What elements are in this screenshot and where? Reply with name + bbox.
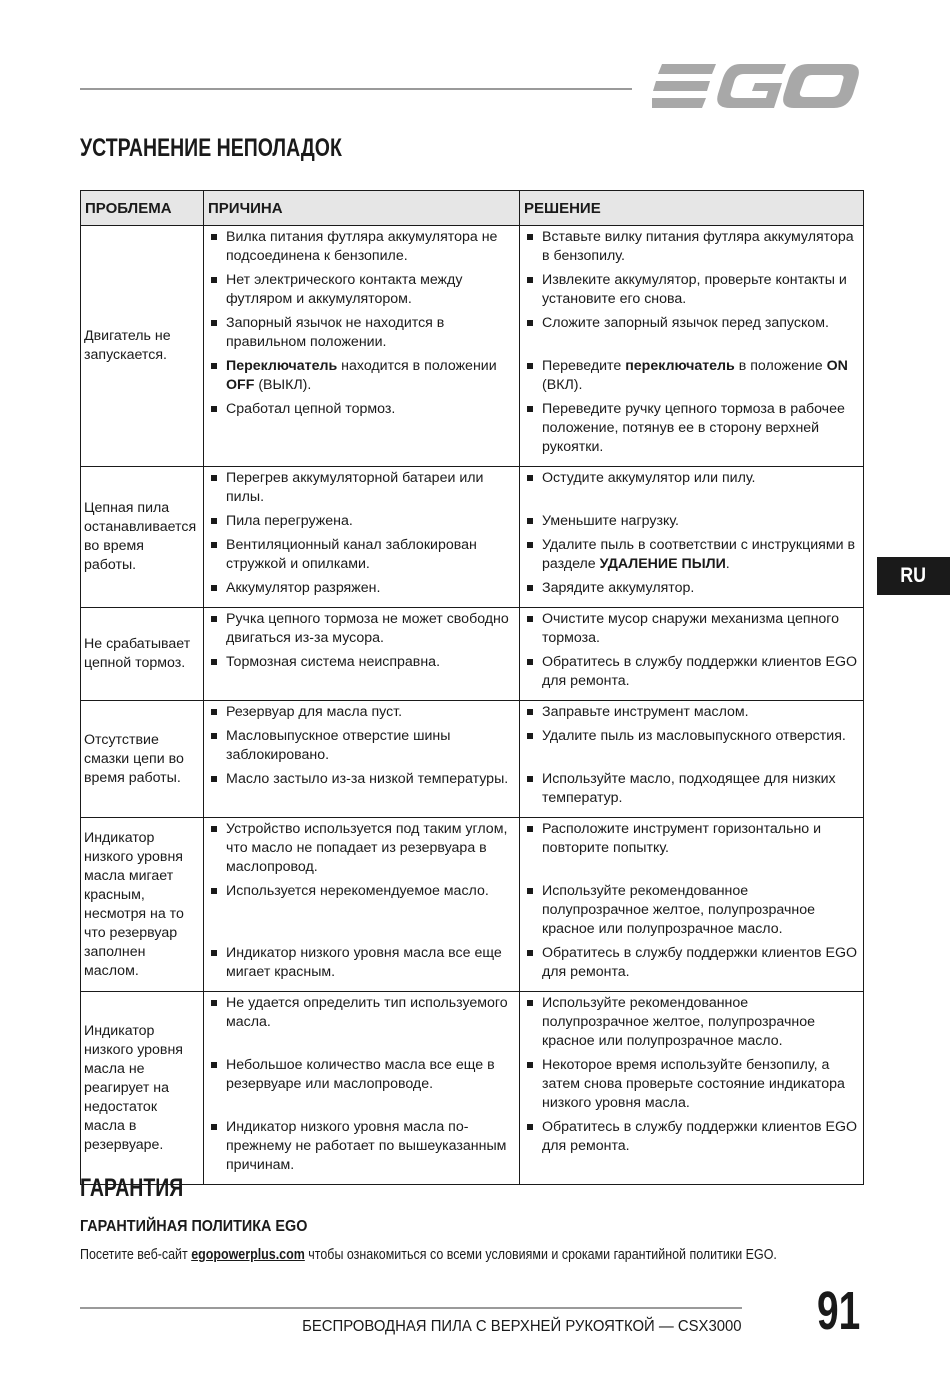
square-bullet-icon: [527, 277, 533, 283]
text-segment: Индикатор низкого уровня масла по-прежнему не работает по вышеуказанным причинам.: [226, 1119, 507, 1173]
square-bullet-icon: [527, 616, 533, 622]
cause-item: [204, 770, 519, 813]
warranty-policy-heading: ГАРАНТИЙНАЯ ПОЛИТИКА EGO: [80, 1218, 308, 1235]
square-bullet-icon: [527, 1124, 533, 1130]
square-bullet-icon: [211, 234, 217, 240]
table-row: [81, 701, 864, 818]
text-segment: Переключатель: [226, 358, 338, 374]
text-segment: Используйте рекомендованное полупрозрачное желтое, полупрозрачное красное или полупрозрачное масло.: [542, 883, 815, 937]
warranty-heading: ГАРАНТИЯ: [80, 1174, 184, 1202]
square-bullet-icon: [211, 406, 217, 412]
footer-product-title: БЕСПРОВОДНАЯ ПИЛА С ВЕРХНЕЙ РУКОЯТКОЙ — CSX3000: [302, 1318, 742, 1335]
solution-item: [520, 579, 863, 603]
cause-cell: [204, 992, 520, 1185]
solution-item: [520, 469, 863, 512]
table-row: [81, 467, 864, 608]
cause-item: [204, 610, 519, 653]
text-segment: Небольшое количество масла все еще в резервуаре или маслопроводе.: [226, 1057, 495, 1092]
table-header-row: [81, 191, 864, 226]
cause-item: [204, 400, 519, 462]
text-segment: Сработал цепной тормоз.: [226, 401, 396, 417]
square-bullet-icon: [527, 234, 533, 240]
solution-item: [520, 400, 863, 462]
language-tab: RU: [877, 557, 950, 595]
text-segment: Не удается определить тип используемого масла.: [226, 995, 508, 1030]
text-segment: Обратитесь в службу поддержки клиентов EGO для ремонта.: [542, 945, 858, 980]
square-bullet-icon: [527, 950, 533, 956]
square-bullet-icon: [211, 776, 217, 782]
square-bullet-icon: [211, 616, 217, 622]
square-bullet-icon: [211, 950, 217, 956]
solution-item: [520, 228, 863, 271]
text-segment: Переведите ручку цепного тормоза в рабочее положение, потянув ее в сторону верхней рукоятки.: [542, 401, 845, 455]
text-segment: Удалите пыль из масловыпускного отверстия.: [542, 728, 846, 744]
text-segment: Используйте масло, подходящее для низких температур.: [542, 771, 836, 806]
cause-cell: [204, 226, 520, 467]
square-bullet-icon: [211, 320, 217, 326]
solution-item: [520, 357, 863, 400]
text-segment: Вставьте вилку питания футляра аккумулятора в бензопилу.: [542, 229, 854, 264]
square-bullet-icon: [527, 475, 533, 481]
text-segment: Тормозная система неисправна.: [226, 654, 441, 670]
table-row: [81, 818, 864, 992]
square-bullet-icon: [211, 888, 217, 894]
problem-cell: Цепная пила останавливается во время работы.: [81, 467, 204, 608]
solution-cell: [520, 992, 864, 1185]
text-segment: Сложите запорный язычок перед запуском.: [542, 315, 829, 331]
solution-item: [520, 653, 863, 696]
square-bullet-icon: [527, 776, 533, 782]
column-header-solution: РЕШЕНИЕ: [520, 191, 864, 226]
text-segment: Некоторое время используйте бензопилу, а затем снова проверьте состояние индикатора низкого уровня масла.: [542, 1057, 845, 1111]
troubleshooting-table: [80, 190, 864, 1185]
text-segment: Запорный язычок не находится в правильном положении.: [226, 315, 445, 350]
square-bullet-icon: [527, 733, 533, 739]
cause-item: [204, 727, 519, 770]
text-segment: находится в положении: [337, 358, 497, 374]
text-segment: Зарядите аккумулятор.: [542, 580, 695, 596]
text-segment: Уменьшите нагрузку.: [542, 513, 679, 529]
text-segment: Аккумулятор разряжен.: [226, 580, 381, 596]
text-segment: Обратитесь в службу поддержки клиентов EGO для ремонта.: [542, 1119, 858, 1154]
solution-item: [520, 512, 863, 536]
table-row: [81, 226, 864, 467]
text-segment: Остудите аккумулятор или пилу.: [542, 470, 756, 486]
footer-rule: [80, 1307, 742, 1309]
cause-item: [204, 579, 519, 603]
column-header-problem: ПРОБЛЕМА: [81, 191, 204, 226]
cause-item: [204, 653, 519, 696]
square-bullet-icon: [211, 709, 217, 715]
solution-cell: [520, 226, 864, 467]
cause-cell: [204, 467, 520, 608]
square-bullet-icon: [527, 1062, 533, 1068]
square-bullet-icon: [211, 363, 217, 369]
cause-item: [204, 512, 519, 536]
solution-item: [520, 944, 863, 987]
header-rule: [80, 88, 632, 90]
square-bullet-icon: [211, 475, 217, 481]
solution-item: [520, 610, 863, 653]
text-segment: OFF: [226, 377, 255, 393]
square-bullet-icon: [527, 709, 533, 715]
text-segment: Ручка цепного тормоза не может свободно двигаться из-за мусора.: [226, 611, 509, 646]
warranty-text-after: чтобы ознакомиться со всеми условиями и сроками гарантийной политики EGO.: [304, 1247, 777, 1263]
warranty-text-before: Посетите веб-сайт: [80, 1247, 192, 1263]
square-bullet-icon: [211, 1062, 217, 1068]
cause-cell: [204, 608, 520, 701]
square-bullet-icon: [527, 1000, 533, 1006]
text-segment: Обратитесь в службу поддержки клиентов EGO для ремонта.: [542, 654, 858, 689]
text-segment: .: [725, 556, 730, 572]
cause-item: [204, 271, 519, 314]
cause-item: [204, 357, 519, 400]
text-segment: Извлеките аккумулятор, проверьте контакты и установите его снова.: [542, 272, 847, 307]
ego-logo: [652, 62, 860, 110]
text-segment: Резервуар для масла пуст.: [226, 704, 403, 720]
text-segment: Очистите мусор снаружи механизма цепного тормоза.: [542, 611, 840, 646]
problem-cell: Индикатор низкого уровня масла мигает красным, несмотря на то что резервуар заполнен маслом.: [81, 818, 204, 992]
cause-item: [204, 469, 519, 512]
text-segment: в положение: [734, 358, 827, 374]
problem-cell: Двигатель не запускается.: [81, 226, 204, 467]
square-bullet-icon: [527, 363, 533, 369]
text-segment: ON: [826, 358, 848, 374]
text-segment: Используйте рекомендованное полупрозрачное желтое, полупрозрачное красное или полупрозрачное масло.: [542, 995, 815, 1049]
square-bullet-icon: [211, 1000, 217, 1006]
text-segment: (ВКЛ).: [542, 377, 583, 393]
website-link[interactable]: egopowerplus.com: [191, 1247, 305, 1263]
cause-item: [204, 1118, 519, 1180]
solution-item: [520, 1056, 863, 1118]
square-bullet-icon: [211, 826, 217, 832]
cause-item: [204, 314, 519, 357]
cause-item: [204, 944, 519, 987]
cause-item: [204, 536, 519, 579]
solution-cell: [520, 608, 864, 701]
square-bullet-icon: [527, 585, 533, 591]
square-bullet-icon: [527, 542, 533, 548]
solution-item: [520, 882, 863, 944]
solution-item: [520, 314, 863, 357]
square-bullet-icon: [211, 733, 217, 739]
text-segment: (ВЫКЛ).: [254, 377, 312, 393]
square-bullet-icon: [527, 659, 533, 665]
square-bullet-icon: [211, 585, 217, 591]
solution-cell: [520, 818, 864, 992]
text-segment: Устройство используется под таким углом, что масло не попадает из резервуара в маслопровод.: [226, 821, 508, 875]
cause-item: [204, 882, 519, 944]
text-segment: Масловыпускное отверстие шины заблокировано.: [226, 728, 451, 763]
cause-item: [204, 1056, 519, 1118]
problem-cell: Отсутствие смазки цепи во время работы.: [81, 701, 204, 818]
text-segment: Пила перегружена.: [226, 513, 353, 529]
text-segment: Удалите пыль в соответствии с инструкциями в разделе: [542, 537, 856, 572]
text-segment: Расположите инструмент горизонтально и повторите попытку.: [542, 821, 822, 856]
text-segment: Заправьте инструмент маслом.: [542, 704, 749, 720]
text-segment: Вентиляционный канал заблокирован стружкой и опилками.: [226, 537, 477, 572]
solution-item: [520, 703, 863, 727]
solution-cell: [520, 701, 864, 818]
text-segment: Нет электрического контакта между футляром и аккумулятором.: [226, 272, 463, 307]
cause-cell: [204, 818, 520, 992]
cause-item: [204, 820, 519, 882]
table-row: [81, 608, 864, 701]
page-title: УСТРАНЕНИЕ НЕПОЛАДОК: [80, 134, 342, 162]
text-segment: Перегрев аккумуляторной батареи или пилы.: [226, 470, 484, 505]
square-bullet-icon: [211, 542, 217, 548]
problem-cell: Не срабатывает цепной тормоз.: [81, 608, 204, 701]
solution-item: [520, 994, 863, 1056]
square-bullet-icon: [211, 1124, 217, 1130]
square-bullet-icon: [211, 518, 217, 524]
square-bullet-icon: [211, 659, 217, 665]
problem-cell: Индикатор низкого уровня масла не реагирует на недостаток масла в резервуаре.: [81, 992, 204, 1185]
warranty-text: [80, 1247, 777, 1263]
square-bullet-icon: [527, 826, 533, 832]
text-segment: УДАЛЕНИЕ ПЫЛИ: [599, 556, 726, 572]
square-bullet-icon: [527, 406, 533, 412]
solution-item: [520, 727, 863, 770]
solution-cell: [520, 467, 864, 608]
square-bullet-icon: [527, 320, 533, 326]
solution-item: [520, 1118, 863, 1180]
solution-item: [520, 770, 863, 813]
text-segment: переключатель: [625, 358, 735, 374]
square-bullet-icon: [211, 277, 217, 283]
text-segment: Переведите: [542, 358, 626, 374]
cause-item: [204, 994, 519, 1056]
column-header-cause: ПРИЧИНА: [204, 191, 520, 226]
page-number: 91: [817, 1281, 861, 1341]
cause-cell: [204, 701, 520, 818]
table-row: [81, 992, 864, 1185]
square-bullet-icon: [527, 518, 533, 524]
text-segment: Индикатор низкого уровня масла все еще мигает красным.: [226, 945, 502, 980]
cause-item: [204, 228, 519, 271]
solution-item: [520, 271, 863, 314]
cause-item: [204, 703, 519, 727]
text-segment: Масло застыло из-за низкой температуры.: [226, 771, 509, 787]
solution-item: [520, 820, 863, 882]
square-bullet-icon: [527, 888, 533, 894]
text-segment: Используется нерекомендуемое масло.: [226, 883, 489, 899]
text-segment: Вилка питания футляра аккумулятора не подсоединена к бензопиле.: [226, 229, 498, 264]
solution-item: [520, 536, 863, 579]
